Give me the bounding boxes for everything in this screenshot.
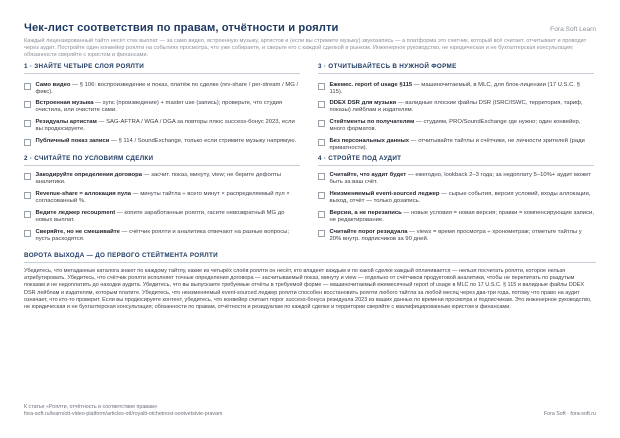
checklist-item (24, 119, 300, 134)
page-title: Чек-лист соответствия по правам, отчётности и роялти (24, 22, 339, 34)
checkbox[interactable] (318, 83, 325, 90)
item-text: — счётчик роялти и аналитика отвечают на разные вопросы; пусть расходятся. (35, 229, 290, 243)
checkbox[interactable] (24, 139, 31, 146)
checklist-item (318, 191, 594, 206)
checklist-item (318, 172, 594, 187)
checkbox[interactable] (24, 211, 31, 218)
checkbox[interactable] (318, 230, 325, 237)
item-text: — sync (произведение) + master use (запись); проверьте, что студия очистила, или очистите сами. (35, 100, 283, 114)
item-text: — валидные плоские файлы DSR (ISRC/ISWC, территория, тариф, показы) лейблам и издателям. (329, 100, 583, 114)
checklist-item (24, 210, 300, 225)
item-text: — SAG-AFTRA / WGA / DGA за повторы плюс success-бонус 2023, если вы продюсируете. (35, 119, 295, 133)
item-text: — отчитывайте тайтлы и счётчики, не личности зрителей (ради приватности). (329, 138, 585, 152)
checklist-item (318, 82, 594, 97)
item-text: — сырые события, версия условий, входы аллокации, выход, отчёт — только дозапись. (329, 191, 591, 205)
item-text: — копите заработанные роялти, гасите невозвратный MG до новых выплат. (35, 210, 285, 224)
section-heading: 1 · ЗНАЙТЕ ЧЕТЫРЕ СЛОЯ РОЯЛТИ (24, 63, 300, 74)
exit-gate-section (24, 252, 596, 263)
checklist-item (24, 100, 300, 115)
checkbox[interactable] (318, 120, 325, 127)
footer-source (24, 404, 222, 419)
item-title: Само видео (35, 82, 71, 88)
item-title: Стейтменты по получателям (329, 119, 415, 125)
intro-paragraph: Каждый лицензированный тайтл несёт стек выплат — за само видео, встроенную музыку, артистов и (если вы стримите музыку) звукозапись — а платформа это считчик, который всё считает, отчитывает и проводит через аудит. Постройте один конвейер роялти на событиях просмотра, что уже собираете, и сверьте его с каждой сделкой и рынком. Инженерное руководство, не юридическая и не бухгалтерская консультация; обязанности сверяйте с юристом и финансами. (24, 38, 587, 59)
section-2 (24, 155, 300, 166)
item-text: — views = время просмотра ÷ хронометраж; отметьте тайтлы у 20% внутр. подписчиков за 90 дней. (329, 229, 582, 243)
footer-article-label: К статье «Роялти, отчётность и соответствие правам» (24, 404, 158, 410)
checklist-item (318, 138, 594, 153)
checkbox[interactable] (318, 211, 325, 218)
section-heading: 3 · ОТЧИТЫВАЙТЕСЬ В НУЖНОЙ ФОРМЕ (318, 63, 594, 74)
checklist-item (24, 138, 300, 146)
checkbox[interactable] (24, 120, 31, 127)
footer-brand: Fora Soft · fora-soft.ru (543, 411, 596, 417)
item-text: — студиям, PRO/SoundExchange где нужно; один конвейер, много форматов. (329, 119, 581, 133)
item-title: Ежемес. report of usage §115 (329, 82, 413, 88)
item-text: — ежегодно, lookback 2–3 года; за недоплату 5–10%+ аудит может быть за ваш счёт. (329, 172, 591, 186)
item-title: Ведите леджер recoupment (35, 210, 116, 216)
section-3 (318, 63, 594, 74)
item-title: Неизменяемый event-sourced леджер (329, 191, 440, 197)
item-text: — засчит. показ, минуту, view; не берите дефолты аналитики. (35, 172, 281, 186)
checklist-item (318, 119, 594, 134)
checkbox[interactable] (24, 83, 31, 90)
item-title: DDEX DSR для музыки (329, 100, 397, 106)
item-text: — § 106: воспроизведение и показ, платёж по сделке (rev-share / per-stream / MG / фикс). (35, 82, 299, 96)
item-text: — минуты тайтла ÷ всего минут × распределяемый пул × согласованный %. (35, 191, 290, 205)
item-title: Revenue-share = аллокация пула (35, 191, 132, 197)
brand-label: Fora Soft Learn (550, 26, 596, 33)
item-title: Встроенная музыка (35, 100, 94, 106)
checkbox[interactable] (24, 101, 31, 108)
checklist-item (24, 172, 300, 187)
checkbox[interactable] (24, 230, 31, 237)
checkbox[interactable] (24, 173, 31, 180)
section-1 (24, 63, 300, 74)
header (24, 22, 596, 34)
item-title: Публичный показ записи (35, 138, 110, 144)
item-text: — машиночитаемый, в MLC, для блок-лицензии (17 U.S.C. § 115). (329, 82, 580, 96)
section-4 (318, 155, 594, 166)
checklist-item (24, 191, 300, 206)
checklist-item (24, 82, 300, 97)
item-title: Без персональных данных (329, 138, 410, 144)
item-title: Считайте, что аудит будет (329, 172, 407, 178)
section-heading: 4 · СТРОЙТЕ ПОД АУДИТ (318, 155, 594, 166)
item-title: Сверяйте, но не смешивайте (35, 229, 120, 235)
section-heading: ВОРОТА ВЫХОДА — ДО ПЕРВОГО СТЕЙТМЕНТА РОЯЛТИ (24, 252, 596, 263)
checkbox[interactable] (318, 101, 325, 108)
checklist-item (318, 100, 594, 115)
item-title: Считайте порог резидуала (329, 229, 408, 235)
section-heading: 2 · СЧИТАЙТЕ ПО УСЛОВИЯМ СДЕЛКИ (24, 155, 300, 166)
item-title: Версии, а не перезапись (329, 210, 402, 216)
checkbox[interactable] (318, 173, 325, 180)
item-text: — новые условия = новая версия; правки = компенсирующие записи, не редактирование. (329, 210, 594, 224)
checkbox[interactable] (318, 139, 325, 146)
item-title: Резидуалы артистам (35, 119, 97, 125)
item-text: — § 114 / SoundExchange, только если стримите музыку напрямую. (109, 138, 297, 144)
item-title: Закодируйте определения договора (35, 172, 142, 178)
checklist-item (318, 210, 594, 225)
checklist-item (318, 229, 594, 244)
exit-gate-paragraph: Убедитесь, что метаданные каталога знают по каждому тайтлу, какие из четырёх слоёв роялти он несёт, кто владеет каждым и по какой сделке каждый оплачивается — нельзя посчитать роялти, которое нельзя атрибутировать. Убедитесь, что счётчик роялти исполняет точные определения договора — засчитываемый показ, минуту и view — отдельно от счётчиков продуктовой аналитики, чтобы не перепитать по раздутым показам и не недоплатить до находки аудита. Убедитесь, что вы выпускаете требуемые отчёты в требуемой форме — машиночитаемый ежемесячный report of usage в MLC по 17 U.S.C. § 115 и валидные файлы DDEX DSR лейблам и издателям, которым платите. Убедитесь, что неизменяемый event-sourced леджер роялти способен восстановить роялти любого тайтла за любой месяц через два-три года, потому что право на аудит означает, что кто-то проверит. Если вы продюсируете контент, убедитесь, что конвейер считает порог success-бонуса резидуала 2023 из ваших данных по времени просмотра и подписчикам. Это инженерное руководство, не юридическая и не бухгалтерская консультация; обязанности по правам, отчётности и резидуалам по каждой сделке и территории сверяйте с квалифицированным юристом и финансами. (24, 268, 592, 311)
checklist-item (24, 229, 300, 244)
footer-article-link[interactable]: fora-soft.ru/learn/ott-video-platform/articles-ott/royalti-otchetnost-sootvetstvie-pravam (24, 411, 223, 418)
checkbox[interactable] (24, 192, 31, 199)
checkbox[interactable] (318, 192, 325, 199)
